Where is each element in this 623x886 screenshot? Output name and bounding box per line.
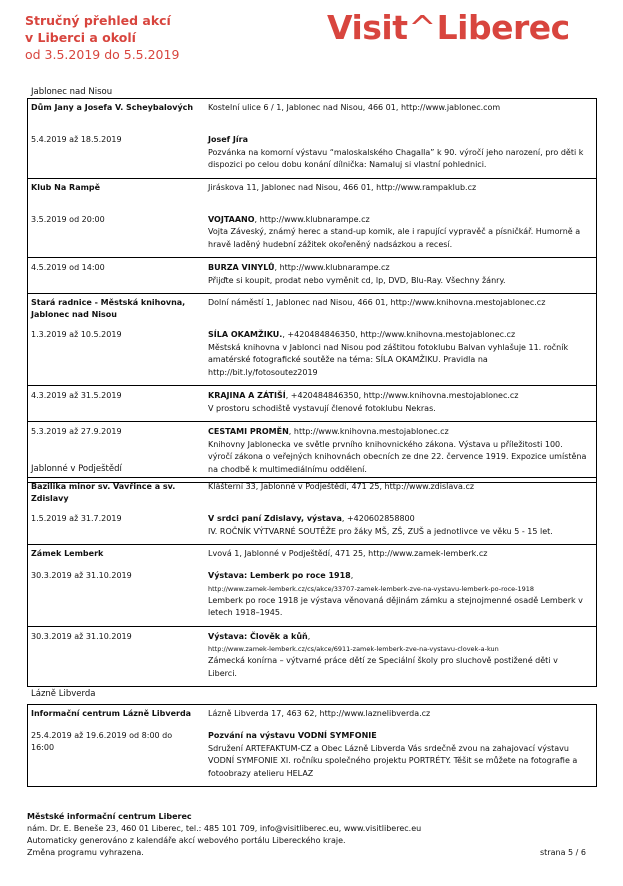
event-contact: , http://www.klubnarampe.cz	[274, 263, 390, 272]
events-table	[27, 477, 597, 687]
event-row	[28, 627, 596, 687]
venue-block	[28, 293, 596, 385]
header-title-line1: Stručný přehled akcí	[25, 13, 171, 28]
event-row	[28, 327, 596, 385]
venue-block	[28, 705, 596, 786]
event-title: CESTAMI PROMĚN	[208, 427, 289, 436]
event-description: IV. ROČNÍK VÝTVARNÉ SOUTĚŽE pro žáky MŠ, ZŠ, ZUŠ a jednotlivce ve věku 5 - 15 let.	[208, 526, 553, 536]
event-title: VOJTAANO	[208, 214, 255, 224]
venue-name: Informační centrum Lázně Libverda	[31, 709, 192, 718]
event-title: Výstava: Lemberk po roce 1918	[208, 571, 351, 580]
event-date: 5.3.2019 až 27.9.2019	[31, 427, 122, 436]
event-date: 30.3.2019 až 31.10.2019	[31, 631, 132, 641]
event-row	[28, 726, 596, 786]
event-title: SÍLA OKAMŽIKU.	[208, 330, 283, 339]
venue-name: Klub Na Rampě	[31, 182, 101, 192]
logo-caret: ^	[408, 8, 436, 47]
event-date: 4.5.2019 od 14:00	[31, 263, 105, 272]
events-table	[27, 98, 597, 483]
event-title: V srdci paní Zdislavy, výstava	[208, 514, 342, 523]
event-title: Pozvání na výstavu VODNÍ SYMFONIE	[208, 731, 377, 740]
event-description: Městská knihovna v Jablonci nad Nisou pod záštitou fotoklubu Balvan vyhlašuje 11. ročník amatérské fotografické soutěže na téma: SÍLA OKAMŽIKU. Pravidla na http://bit.ly/fotosoutez2019	[208, 342, 569, 377]
event-row	[28, 212, 596, 258]
event-description: Zámecká konírna – výtvarné práce dětí ze Speciální školy pro sluchově postižené děti v Liberci.	[208, 656, 558, 678]
event-description: Sdružení ARTEFAKTUM-CZ a Obec Lázně Libverda Vás srdečně zvou na zahajovací výstavu VODNÍ SYMFONIE XI. ročníku společného projektu PORTRÉTY. Těšit se můžete na fotografie a fotoobrazy atelieru HELAZ	[208, 743, 578, 778]
venue-address: Klášterní 33, Jablonné v Podještědí, 471 25, http://www.zdislava.cz	[208, 482, 475, 491]
event-date: 25.4.2019 až 19.6.2019 od 8:00 do 16:00	[31, 731, 173, 752]
header-title-line2: v Liberci a okolí	[25, 30, 136, 45]
venue-address: Lvová 1, Jablonné v Podještědí, 471 25, http://www.zamek-lemberk.cz	[208, 549, 488, 558]
event-date: 4.3.2019 až 31.5.2019	[31, 391, 122, 400]
event-url[interactable]: http://www.zamek-lemberk.cz/cs/akce/6911-zamek-lemberk-zve-na-vystavu-clovek-a-kun	[208, 645, 499, 653]
event-date: 1.3.2019 až 10.5.2019	[31, 330, 122, 339]
event-contact: , +420484846350, http://www.knihovna.mestojablonec.cz	[282, 330, 516, 339]
header-date-range: od 3.5.2019 do 5.5.2019	[25, 47, 180, 62]
footer-generated-note: Automaticky generováno z kalendáře akcí webového portálu Libereckého kraje.	[27, 836, 346, 845]
event-contact: , http://www.knihovna.mestojablonec.cz	[288, 427, 449, 436]
event-row	[28, 258, 596, 293]
document-header	[25, 12, 285, 63]
venue-block	[28, 257, 596, 293]
event-date: 3.5.2019 od 20:00	[31, 214, 105, 224]
event-contact: ,	[350, 571, 354, 580]
venue-address: Dolní náměstí 1, Jablonec nad Nisou, 466 01, http://www.knihovna.mestojablonec.cz	[208, 298, 546, 307]
venue-block	[28, 178, 596, 258]
event-date: 30.3.2019 až 31.10.2019	[31, 571, 132, 580]
section-title: Lázně Libverda	[31, 689, 96, 699]
event-description: Lemberk po roce 1918 je výstava věnovaná dějinám zámku a stejnojmenné osadě Lemberk v letech 1918–1945.	[208, 595, 583, 617]
event-url[interactable]: http://www.zamek-lemberk.cz/cs/akce/33707-zamek-lemberk-zve-na-vystavu-lemberk-po-roce-1918	[208, 584, 535, 593]
event-description: Knihovny Jablonecka ve světle prvního knihovnického zákona. Výstava u příležitosti 100. výročí zákona o veřejných knihovnách obecních ze dne 22. července 1919. Expozice umístěna na chodbě k multimediálnímu oddělení.	[208, 439, 587, 474]
venue-block	[28, 626, 596, 687]
event-description: V prostoru schodiště vystavují členové fotoklubu Nekras.	[208, 403, 436, 413]
venue-address: Jiráskova 11, Jablonec nad Nisou, 466 01, http://www.rampaklub.cz	[208, 182, 477, 192]
section-title: Jablonné v Podještědí	[31, 464, 122, 474]
logo-text-visit: Visit	[327, 8, 408, 47]
venue-name: Zámek Lemberk	[31, 549, 104, 558]
venue-name: Bazilika minor sv. Vavřince a sv. Zdislavy	[31, 482, 176, 503]
venue-block	[28, 385, 596, 421]
footer-disclaimer: Změna programu vyhrazena.	[27, 848, 144, 857]
event-description: Přijďte si koupit, prodat nebo vyměnit cd, lp, DVD, Blu-Ray. Všechny žánry.	[208, 275, 506, 285]
venue-name: Stará radnice - Městská knihovna, Jablonec nad Nisou	[31, 298, 186, 319]
page-number: strana 5 / 6	[540, 848, 586, 857]
event-title: BURZA VINYLŮ	[208, 263, 275, 272]
footer-contact: nám. Dr. E. Beneše 23, 460 01 Liberec, tel.: 485 101 709, info@visitliberec.eu, www.visitliberec.eu	[27, 824, 422, 833]
event-description: Vojta Záveský, známý herec a stand-up komik, ale i rapující vypravěč a písničkář. Humorně a hravě laděný hudební zážitek okořeněný nadsázkou a recesí.	[208, 227, 581, 249]
venue-address: Kostelní ulice 6 / 1, Jablonec nad Nisou, 466 01, http://www.jablonec.com	[208, 103, 501, 112]
event-contact: , +420602858800	[341, 514, 415, 523]
event-contact: , +420484846350, http://www.knihovna.mestojablonec.cz	[285, 391, 519, 400]
event-row	[28, 132, 596, 178]
event-contact: , http://www.klubnarampe.cz	[254, 214, 370, 224]
venue-block	[28, 99, 596, 178]
event-date: 5.4.2019 až 18.5.2019	[31, 135, 122, 144]
venue-name: Dům Jany a Josefa V. Scheybalových	[31, 103, 194, 112]
logo-text-liberec: Liberec	[436, 8, 570, 47]
event-description: Pozvánka na komorní výstavu “maloskalského Chagalla” k 90. výročí jeho narození, pro děti k dispozici po celou dobu konání dílnička: Namaluj si vlastní pohlednici.	[208, 147, 584, 169]
event-title: KRAJINA A ZÁTIŠÍ	[208, 391, 286, 400]
venue-block	[28, 478, 596, 544]
event-title: Výstava: Člověk a kůň	[208, 631, 308, 641]
events-table	[27, 704, 597, 787]
event-row	[28, 386, 596, 421]
event-row	[28, 511, 596, 544]
event-date: 1.5.2019 až 31.7.2019	[31, 514, 122, 523]
event-row	[28, 566, 596, 626]
venue-address: Lázně Libverda 17, 463 62, http://www.laznelibverda.cz	[208, 709, 431, 718]
event-contact: ,	[307, 631, 311, 641]
visit-liberec-logo	[327, 8, 570, 47]
event-title: Josef Jíra	[208, 135, 248, 144]
venue-block	[28, 544, 596, 626]
section-title: Jablonec nad Nisou	[31, 87, 113, 97]
footer-organization: Městské informační centrum Liberec	[27, 812, 192, 821]
document-footer	[27, 811, 597, 859]
